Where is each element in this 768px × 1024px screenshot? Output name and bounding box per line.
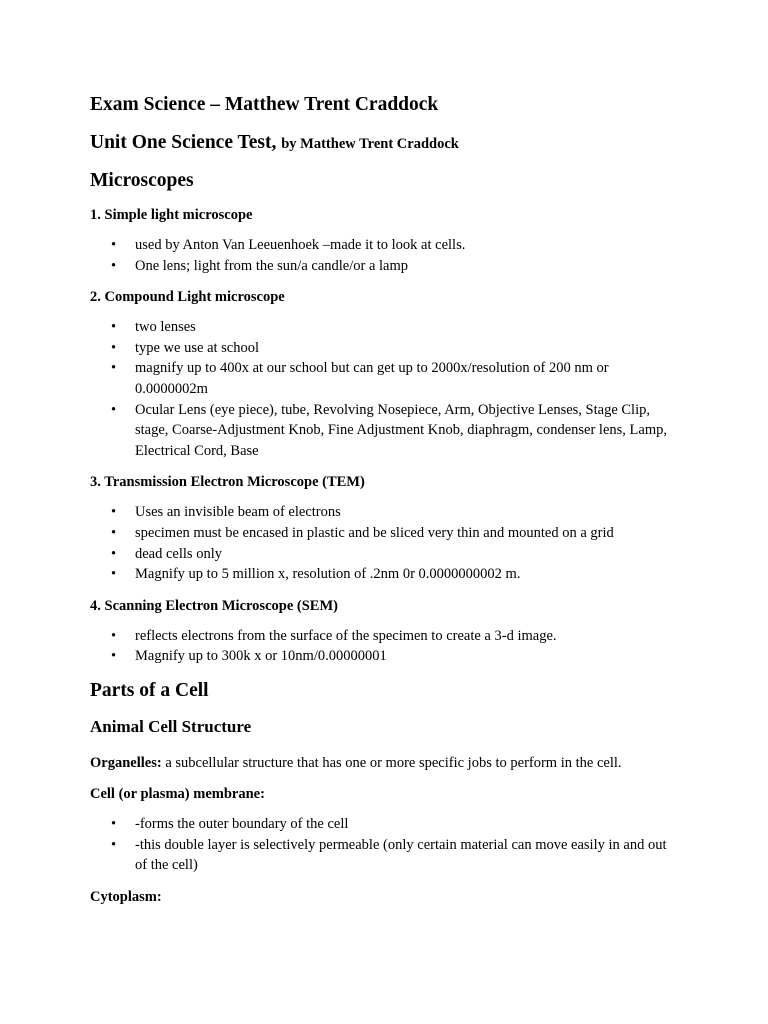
microscope-heading-2: 2. Compound Light microscope — [90, 289, 285, 306]
list-item: • reflects electrons from the surface of the specimen to create a 3-d image. — [90, 626, 680, 647]
bullet-icon: • — [111, 627, 117, 644]
list-item: • Magnify up to 5 million x, resolution of .2nm 0r 0.0000000002 m. — [90, 564, 680, 585]
cytoplasm-heading: Cytoplasm: — [90, 888, 162, 905]
list-item: • magnify up to 400x at our school but can get up to 2000x/resolution of 200 nm or 0.0000002m — [111, 360, 609, 397]
microscope-heading-4: 4. Scanning Electron Microscope (SEM) — [90, 597, 338, 614]
bullet-icon: • — [111, 566, 117, 583]
subsection-heading-animal-cell: Animal Cell Structure — [90, 716, 252, 736]
list-item: • -forms the outer boundary of the cell — [90, 814, 680, 835]
bullet-icon: • — [111, 257, 117, 274]
bullet-icon: • — [111, 545, 117, 562]
list-item: • dead cells only — [90, 544, 680, 565]
bullet-icon: • — [111, 401, 117, 418]
bullet-icon: • — [111, 524, 117, 541]
list-item: • -this double layer is selectively permeable (only certain material can move easily in and out of the cell) — [111, 836, 667, 874]
list-item: • Ocular Lens (eye piece), tube, Revolving Nosepiece, Arm, Objective Lenses, Stage Clip, stage, Coarse-Adjustment Knob, Fine Adjustment Knob, diaphragm, condenser lens, Lamp, Electrical Cord, Base — [111, 401, 667, 459]
section-heading-cell: Parts of a Cell — [90, 679, 209, 701]
bullet-icon: • — [111, 237, 117, 253]
document-page — [90, 92, 690, 907]
membrane-bullet-list — [90, 814, 690, 876]
list-item: • One lens; light from the sun/a candle/or a lamp — [90, 256, 680, 277]
microscope-heading-1: 1. Simple light microscope — [90, 207, 253, 223]
membrane-heading: Cell (or plasma) membrane: — [90, 785, 265, 802]
subtitle-author: by Matthew Trent Craddock — [281, 136, 459, 152]
organelles-label: Organelles: — [90, 754, 162, 771]
bullet-icon: • — [111, 319, 117, 336]
microscope-heading-3: 3. Transmission Electron Microscope (TEM) — [90, 474, 365, 491]
bullet-list-3 — [90, 502, 690, 584]
organelles-text: a subcellular structure that has one or more specific jobs to perform in the cell. — [161, 754, 622, 771]
organelles-definition — [90, 753, 690, 773]
list-item: • Uses an invisible beam of electrons — [90, 502, 680, 523]
bullet-list-4 — [90, 626, 690, 667]
list-item: • specimen must be encased in plastic and be sliced very thin and mounted on a grid — [90, 523, 680, 544]
bullet-icon: • — [111, 504, 117, 521]
document-subtitle — [90, 130, 690, 157]
list-item: • Magnify up to 300k x or 10nm/0.00000001 — [90, 646, 680, 667]
bullet-list-1 — [90, 235, 690, 276]
list-item: • used by Anton Van Leeuenhoek –made it to look at cells. — [90, 235, 680, 256]
bullet-icon: • — [111, 360, 117, 377]
section-heading-microscopes: Microscopes — [90, 170, 194, 191]
bullet-icon: • — [111, 836, 117, 853]
list-item: • two lenses — [90, 317, 680, 338]
bullet-icon: • — [111, 648, 117, 665]
bullet-icon: • — [111, 815, 117, 832]
list-item: • type we use at school — [90, 338, 680, 359]
bullet-icon: • — [111, 339, 117, 356]
document-title: Exam Science – Matthew Trent Craddock — [90, 94, 439, 115]
bullet-list-2 — [90, 317, 690, 461]
subtitle-main: Unit One Science Test, — [90, 132, 277, 153]
